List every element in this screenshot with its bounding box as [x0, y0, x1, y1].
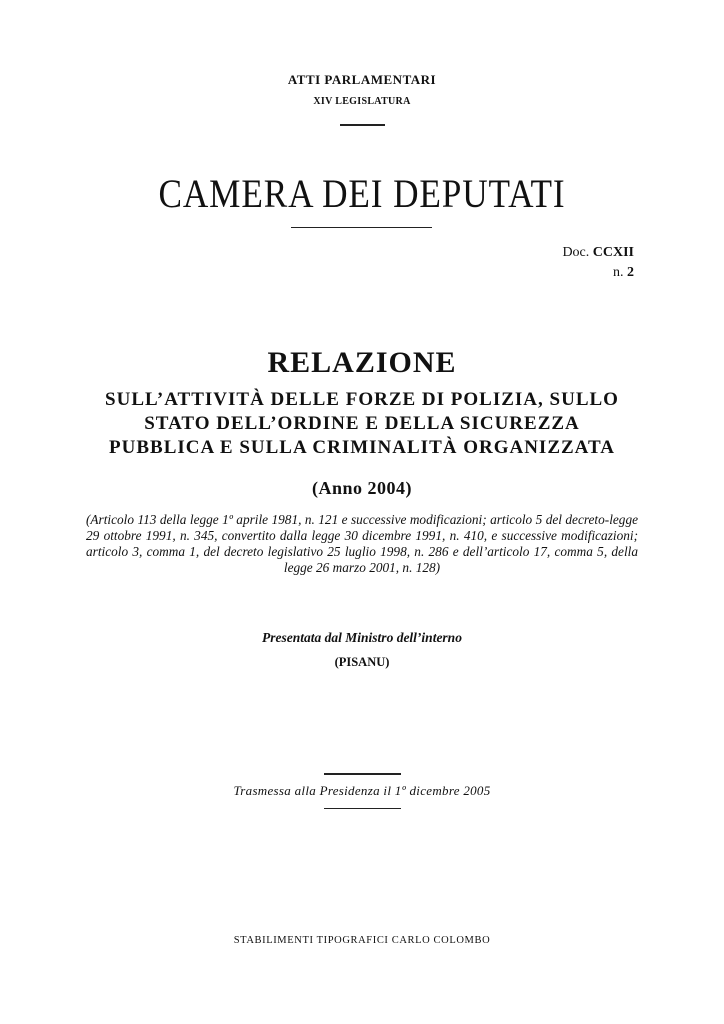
report-year: (Anno 2004) [311, 478, 412, 498]
chamber-title: CAMERA DEI DEPUTATI [158, 171, 566, 216]
doc-number: CCXII [592, 245, 634, 260]
legislatura: XIV LEGISLATURA [313, 96, 411, 107]
transmission-date: Trasmessa alla Presidenza il 1º dicembre 2005 [233, 783, 491, 798]
report-subtitle [0, 388, 724, 460]
subtitle-line: SULL’ATTIVITÀ DELLE FORZE DI POLIZIA, SULLO [105, 389, 619, 410]
doc-line [562, 243, 634, 263]
report-heading: RELAZIONE [267, 346, 457, 379]
document-reference [562, 243, 634, 283]
legal-references: (Articolo 113 della legge 1º aprile 1981, n. 121 e successive modificazioni; articolo 5 del decreto-legge 29 ottobre 1991, n. 345, convertito dalla legge 30 dicembre 1991, n. 410, e successive modificazioni; articolo 3, comma 1, del decreto legislativo 25 luglio 1998, n. 286 e dell’articolo 17, comma 5, della legge 26 marzo 2001, n. 128) [86, 512, 638, 575]
n-value: 2 [627, 265, 634, 280]
doc-label: Doc. [562, 245, 590, 260]
subtitle-line: PUBBLICA E SULLA CRIMINALITÀ ORGANIZZATA [109, 437, 615, 458]
header-divider [340, 124, 385, 126]
minister-name: (PISANU) [334, 655, 390, 669]
subtitle-line: STATO DELL’ORDINE E DELLA SICUREZZA [144, 413, 580, 434]
n-line [562, 263, 634, 283]
transmission-divider-bottom [324, 808, 401, 809]
printer-footer: STABILIMENTI TIPOGRAFICI CARLO COLOMBO [233, 935, 491, 946]
transmission-divider-top [324, 773, 401, 775]
title-divider [291, 227, 432, 228]
atti-parlamentari: ATTI PARLAMENTARI [287, 72, 437, 87]
presented-by: Presentata dal Ministro dell’interno [262, 630, 462, 645]
n-label: n. [613, 265, 624, 280]
